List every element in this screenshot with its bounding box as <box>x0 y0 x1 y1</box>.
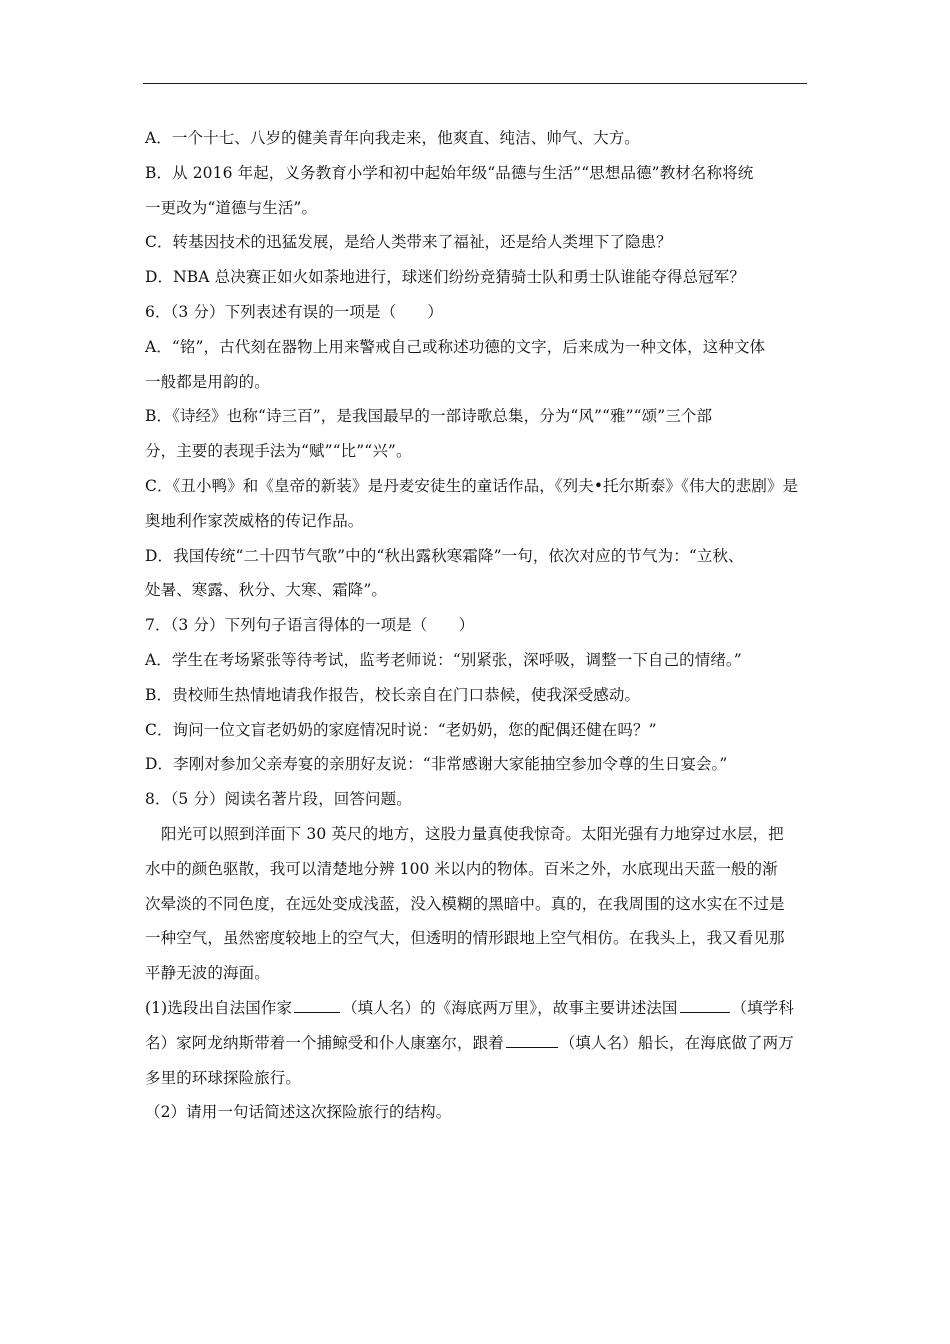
q6-option-b-line1: B．《诗经》也称“诗三百”，是我国最早的一部诗歌总集，分为“风”“雅”“颂”三个部 <box>145 407 713 426</box>
q8-passage-line: 次晕淡的不同色度，在远处变成浅蓝，没入模糊的黑暗中。真的，在我周围的这水实在不过是 <box>145 894 785 913</box>
q6-option-b-line2: 分，主要的表现手法为“赋”“比”“兴”。 <box>145 442 412 461</box>
q8-passage-line: 一种空气，虽然密度较地上的空气大，但透明的情形跟地上空气相仿。在我头上，我又看见那 <box>145 929 785 948</box>
q7-option-d: D．李刚对参加父亲寿宴的亲朋好友说：“非常感谢大家能抽空参加令尊的生日宴会。” <box>145 755 728 774</box>
q5-option-c: C．转基因技术的迅猛发展，是给人类带来了福祉，还是给人类埋下了隐患？ <box>145 233 672 252</box>
q5-option-b-line1: B．从 2016 年起，义务教育小学和初中起始年级“品德与生活”“思想品德”教材名称将统 <box>145 163 754 182</box>
q6-option-c-line1: C．《丑小鸭》和《皇帝的新装》是丹麦安徒生的童话作品，《列夫•托尔斯泰》《伟大的悲剧》是 <box>145 476 799 495</box>
document-body <box>145 121 809 1130</box>
q8-passage-line: 水中的颜色驱散，我可以清楚地分辨 100 米以内的物体。百米之外，水底现出天蓝一般的渐 <box>145 859 778 878</box>
q8-sub1-text: （填人名）船长，在海底做了两万 <box>559 1033 794 1052</box>
q8-sub1-text: （填人名）的《海底两万里》，故事主要讲述法国 <box>342 998 678 1017</box>
author-name-blank[interactable] <box>294 997 340 1013</box>
q6-option-a-line2: 一般都是用韵的。 <box>145 372 270 391</box>
q7-option-b: B．贵校师生热情地请我作报告，校长亲自在门口恭候，使我深受感动。 <box>145 685 641 704</box>
q8-sub1-text: （填学科 <box>731 998 794 1017</box>
q5-option-d: D．NBA 总决赛正如火如荼地进行，球迷们纷纷竞猜骑士队和勇士队谁能夺得总冠军？ <box>145 268 746 287</box>
q6-option-c-line2: 奥地利作家茨威格的传记作品。 <box>145 511 364 530</box>
q8-sub1-text: (1)选段出自法国作家 <box>145 998 293 1017</box>
q6-stem: 6．（3 分）下列表述有误的一项是（ ） <box>145 302 444 321</box>
q8-sub1-text: 名）家阿龙纳斯带着一个捕鲸受和仆人康塞尔，跟着 <box>145 1033 504 1052</box>
q8-passage-line: 阳光可以照到洋面下 30 英尺的地方，这股力量真使我惊奇。太阳光强有力地穿过水层，把 <box>161 824 784 843</box>
q7-stem: 7．（3 分）下列句子语言得体的一项是（ ） <box>145 616 475 635</box>
q6-option-d-line2: 处暑、寒露、秋分、大寒、霜降”。 <box>145 581 388 600</box>
q8-passage-line: 平静无波的海面。 <box>145 964 270 983</box>
header-rule <box>143 83 807 84</box>
q8-stem: 8．（5 分）阅读名著片段，回答问题。 <box>145 790 412 809</box>
q7-option-c: C．询问一位文盲老奶奶的家庭情况时说：“老奶奶，您的配偶还健在吗？” <box>145 720 657 739</box>
q5-option-a: A．一个十七、八岁的健美青年向我走来，他爽直、纯洁、帅气、大方。 <box>145 129 640 147</box>
subject-blank[interactable] <box>680 997 730 1013</box>
q6-option-d-line1: D．我国传统“二十四节气歌”中的“秋出露秋寒霜降”一句，依次对应的节气为：“立秋、 <box>145 546 744 565</box>
q6-option-a-line1: A．“铭”，古代刻在器物上用来警戒自己或称述功德的文字，后来成为一种文体，这种文体 <box>145 337 766 356</box>
q7-option-a: A．学生在考场紧张等待考试，监考老师说：“别紧张，深呼吸，调整一下自己的情绪。” <box>145 650 742 669</box>
q8-sub1-line1 <box>145 991 809 1026</box>
q8-sub2: （2）请用一句话简述这次探险旅行的结构。 <box>145 1103 452 1122</box>
q8-sub1-line3: 多里的环球探险旅行。 <box>145 1068 302 1087</box>
q8-sub1-line2 <box>145 1026 809 1061</box>
q5-option-b-line2: 一更改为“道德与生活”。 <box>145 198 318 217</box>
captain-name-blank[interactable] <box>506 1032 558 1048</box>
